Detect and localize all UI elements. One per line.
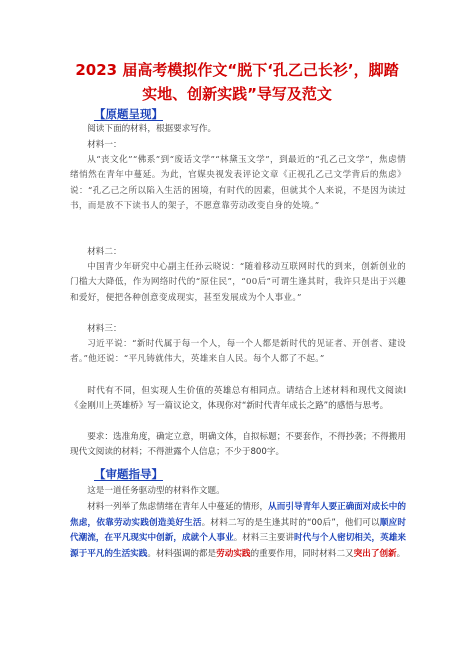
analysis-text-segment: 。材料三主要讲 [233, 533, 294, 544]
analysis-highlight-red: 突出了创新 [353, 548, 397, 559]
section-heading-analysis-guide: 【审题指导】 [94, 467, 163, 481]
analysis-intro: 这是一道任务驱动型的材料作文题。 [87, 486, 225, 496]
analysis-highlight-blue: 顺应时代潮流，在平凡现实中创新，成就个人事业 [70, 517, 406, 544]
analysis-text-segment: 。 [396, 548, 406, 559]
material1-label: 材料一： [87, 140, 122, 150]
analysis-text-segment: 材料一列举了焦虑情绪在青年人中蔓延的情形， [87, 502, 269, 512]
analysis-highlight-blue: 从而引导青年人要正确面对成长中的焦虑，依靠劳动实践创造美好生活 [70, 502, 406, 528]
material3-label: 材料三： [87, 324, 122, 334]
document-title-line1: 2023 届高考模拟作文“脱下‘孔乙己长衫’，脚踏 [75, 61, 399, 79]
document-title-line2: 实地、创新实践”导写及范文 [142, 85, 332, 103]
analysis-highlight-blue: 时代与个人密切相关，英雄来源于平凡的生活实践 [70, 533, 406, 559]
analysis-text-segment: 的重要作用，同时材料二又 [250, 548, 354, 559]
instruction-text: 阅读下面的材料，根据要求写作。 [87, 124, 217, 134]
writing-requirements: 要求：选准角度，确定立意，明确文体，自拟标题；不要套作，不得抄袭；不得搬用现代文阅读的材料；不得泄露个人信息；不少于800字。 [70, 432, 406, 458]
material3-text: 习近平说：“新时代属于每一个人，每一个人都是新时代的见证者、开创者、建设者。”他还说：“平凡铸就伟大，英雄来自人民。每个人都了不起。” [70, 339, 406, 365]
writing-task: 时代有不同，但实现人生价值的英雄总有相同点。请结合上述材料和现代文阅读Ⅰ《金刚川上英雄桥》写一篇议论文，体现你对“新时代青年成长之路”的感悟与思考。 [70, 386, 406, 412]
analysis-highlight-red: 劳动实践 [216, 548, 251, 559]
material1-text: 从“丧文化”“佛系”到“废话文学”“林黛玉文学”，到最近的“孔乙己文学”，焦虑情绪悄然在青年中蔓延。为此，官媒央视发表评论文章《正视孔乙己文学背后的焦虑》说：“孔乙己之所以陷入生活的困境，有时代的因素，但就其个人来说，不是因为读过书，而是放不下读书人的架子，不愿意靠劳动改变自身的处境。” [70, 155, 406, 211]
analysis-text-segment: 。材料强调的都是 [147, 548, 217, 559]
analysis-paragraph [70, 500, 406, 562]
section-heading-original-question: 【原题呈现】 [94, 107, 163, 121]
analysis-text-segment: 。材料二写的是生逢其时的“00后”，他们可以 [201, 517, 380, 528]
material2-text: 中国青少年研究中心副主任孙云晓说：“随着移动互联网时代的到来，创新创业的门槛大大降低，作为网络时代的“原住民”，“00后”可谓生逢其时，我许只是出于兴趣和爱好，便把各种创意变成现实，甚至发展成为个人事业。” [70, 262, 406, 303]
material2-label: 材料二： [87, 247, 122, 257]
